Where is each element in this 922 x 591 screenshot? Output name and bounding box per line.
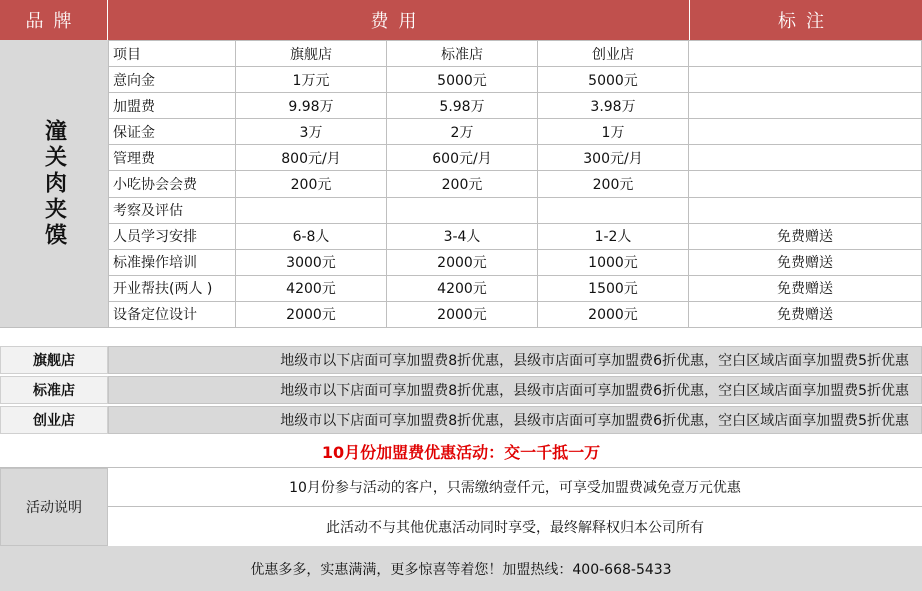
- fee-item-cell: 项目: [109, 41, 236, 67]
- fee-value-cell: 2000元: [387, 301, 538, 327]
- activity-line-1: 10月份参与活动的客户，只需缴纳壹仟元，可享受加盟费减免壹万元优惠: [108, 468, 922, 507]
- discount-text: 地级市以下店面可享加盟费8折优惠，县级市店面可享加盟费6折优惠，空白区域店面享加盟费5折优惠: [108, 406, 922, 434]
- discount-row-standard: [0, 376, 922, 404]
- fee-table-row: [109, 171, 922, 197]
- brand-column: [0, 40, 108, 328]
- fee-value-cell: 3.98万: [538, 93, 689, 119]
- fee-value-cell: 旗舰店: [236, 41, 387, 67]
- promo-banner: 10月份加盟费优惠活动：交一千抵一万: [0, 436, 922, 468]
- fee-item-cell: 人员学习安排: [109, 223, 236, 249]
- footer-hotline: 优惠多多，实惠满满，更多惊喜等着您！加盟热线：400-668-5433: [0, 546, 922, 591]
- fee-value-cell: 9.98万: [236, 93, 387, 119]
- fee-item-cell: 保证金: [109, 119, 236, 145]
- fee-value-cell: [538, 197, 689, 223]
- fee-note-cell: [689, 145, 922, 171]
- fee-note-cell: 免费赠送: [689, 223, 922, 249]
- fee-table-row: [109, 119, 922, 145]
- fee-value-cell: 200元: [236, 171, 387, 197]
- fee-table-row: [109, 223, 922, 249]
- activity-label: 活动说明: [0, 468, 108, 546]
- fee-value-cell: [236, 197, 387, 223]
- activity-line-2: 此活动不与其他优惠活动同时享受，最终解释权归本公司所有: [108, 507, 922, 546]
- discount-label: 旗舰店: [0, 346, 108, 374]
- header-note: 标注: [690, 0, 922, 40]
- fee-item-cell: 加盟费: [109, 93, 236, 119]
- separator: [0, 328, 922, 346]
- fee-value-cell: 3-4人: [387, 223, 538, 249]
- fee-value-cell: 600元/月: [387, 145, 538, 171]
- fee-table-row: [109, 301, 922, 327]
- fee-value-cell: 1-2人: [538, 223, 689, 249]
- fee-table-row: [109, 67, 922, 93]
- fee-note-cell: [689, 67, 922, 93]
- brand-name: 潼关肉夹馍: [41, 118, 67, 249]
- discount-row-startup: [0, 406, 922, 434]
- fee-value-cell: 5000元: [538, 67, 689, 93]
- discount-label: 创业店: [0, 406, 108, 434]
- fee-item-cell: 标准操作培训: [109, 249, 236, 275]
- fee-table-row: [109, 93, 922, 119]
- header-fee: 费用: [108, 0, 690, 40]
- fee-table-row: [109, 275, 922, 301]
- discount-text: 地级市以下店面可享加盟费8折优惠，县级市店面可享加盟费6折优惠，空白区域店面享加盟费5折优惠: [108, 346, 922, 374]
- fee-value-cell: 2000元: [236, 301, 387, 327]
- fee-item-cell: 小吃协会会费: [109, 171, 236, 197]
- fee-note-cell: 免费赠送: [689, 249, 922, 275]
- fee-value-cell: 300元/月: [538, 145, 689, 171]
- fee-value-cell: 5000元: [387, 67, 538, 93]
- discount-text: 地级市以下店面可享加盟费8折优惠，县级市店面可享加盟费6折优惠，空白区域店面享加盟费5折优惠: [108, 376, 922, 404]
- fee-value-cell: 2000元: [387, 249, 538, 275]
- fee-value-cell: 2万: [387, 119, 538, 145]
- fee-value-cell: 标准店: [387, 41, 538, 67]
- fee-table-row: [109, 249, 922, 275]
- fee-table: [108, 40, 922, 328]
- fee-note-cell: 免费赠送: [689, 301, 922, 327]
- fee-value-cell: 1000元: [538, 249, 689, 275]
- fee-item-cell: 设备定位设计: [109, 301, 236, 327]
- header-brand: 品牌: [0, 0, 108, 40]
- fee-note-cell: [689, 171, 922, 197]
- fee-item-cell: 开业帮扶(两人 ): [109, 275, 236, 301]
- fee-value-cell: 200元: [387, 171, 538, 197]
- fee-value-cell: [387, 197, 538, 223]
- fee-value-cell: 6-8人: [236, 223, 387, 249]
- fee-table-header-row: [109, 41, 922, 67]
- fee-value-cell: 1万元: [236, 67, 387, 93]
- fee-value-cell: 1500元: [538, 275, 689, 301]
- fee-note-cell: [689, 93, 922, 119]
- discount-row-flagship: [0, 346, 922, 374]
- fee-value-cell: 创业店: [538, 41, 689, 67]
- fee-value-cell: 1万: [538, 119, 689, 145]
- fee-value-cell: 5.98万: [387, 93, 538, 119]
- fee-table-row: [109, 197, 922, 223]
- fee-value-cell: 3000元: [236, 249, 387, 275]
- fee-value-cell: 800元/月: [236, 145, 387, 171]
- fee-item-cell: 考察及评估: [109, 197, 236, 223]
- fee-table-row: [109, 145, 922, 171]
- fee-note-cell: [689, 197, 922, 223]
- fee-value-cell: 4200元: [387, 275, 538, 301]
- fee-item-cell: 意向金: [109, 67, 236, 93]
- fee-note-cell: [689, 41, 922, 67]
- fee-note-cell: [689, 119, 922, 145]
- fee-value-cell: 200元: [538, 171, 689, 197]
- fee-item-cell: 管理费: [109, 145, 236, 171]
- fee-value-cell: 2000元: [538, 301, 689, 327]
- discount-label: 标准店: [0, 376, 108, 404]
- fee-note-cell: 免费赠送: [689, 275, 922, 301]
- fee-value-cell: 4200元: [236, 275, 387, 301]
- fee-value-cell: 3万: [236, 119, 387, 145]
